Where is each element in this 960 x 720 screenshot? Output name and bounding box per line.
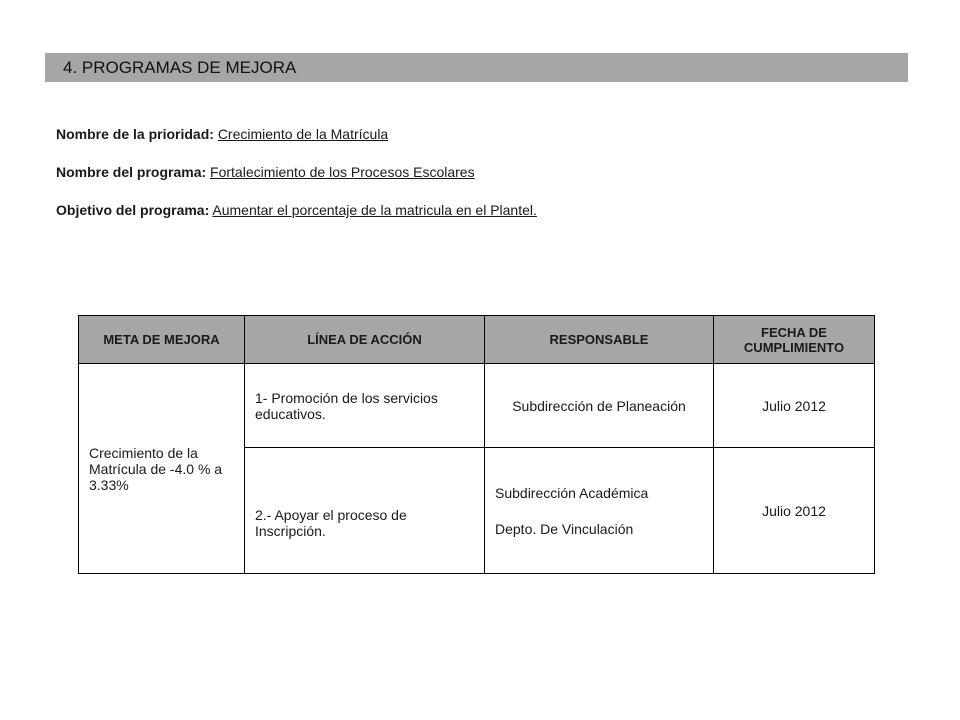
program-info xyxy=(56,124,876,238)
priority-line xyxy=(56,124,876,144)
priority-value: Crecimiento de la Matrícula xyxy=(217,126,389,142)
section-title: 4. PROGRAMAS DE MEJORA xyxy=(45,53,908,82)
linea-cell: 2.- Apoyar el proceso de Inscripción. xyxy=(245,448,485,574)
table-row xyxy=(79,364,875,448)
responsable-cell xyxy=(485,448,714,574)
responsable-name: Depto. De Vinculación xyxy=(495,520,634,537)
fecha-cell: Julio 2012 xyxy=(714,364,875,448)
header-fecha: FECHA DE CUMPLIMIENTO xyxy=(714,316,875,364)
program-line xyxy=(56,162,876,182)
responsable-spacer xyxy=(495,501,703,521)
header-responsable: RESPONSABLE xyxy=(485,316,714,364)
header-meta: META DE MEJORA xyxy=(79,316,245,364)
responsable-name: Subdirección de Planeación xyxy=(512,397,686,414)
linea-cell: 1- Promoción de los servicios educativos. xyxy=(245,364,485,448)
improvement-plan-table xyxy=(78,315,875,574)
table-header-row xyxy=(79,316,875,364)
objective-line xyxy=(56,200,876,220)
priority-label: Nombre de la prioridad: xyxy=(56,126,214,142)
responsable-cell xyxy=(485,364,714,448)
responsable-name: Subdirección Académica xyxy=(495,484,649,501)
objective-label: Objetivo del programa: xyxy=(56,202,210,218)
header-linea: LÍNEA DE ACCIÓN xyxy=(245,316,485,364)
program-value: Fortalecimiento de los Procesos Escolares xyxy=(210,164,475,180)
fecha-cell: Julio 2012 xyxy=(714,448,875,574)
objective-value: Aumentar el porcentaje de la matricula en el Plantel. xyxy=(212,202,537,218)
program-label: Nombre del programa: xyxy=(56,164,207,180)
meta-cell: Crecimiento de la Matrícula de -4.0 % a 3.33% xyxy=(79,364,245,574)
